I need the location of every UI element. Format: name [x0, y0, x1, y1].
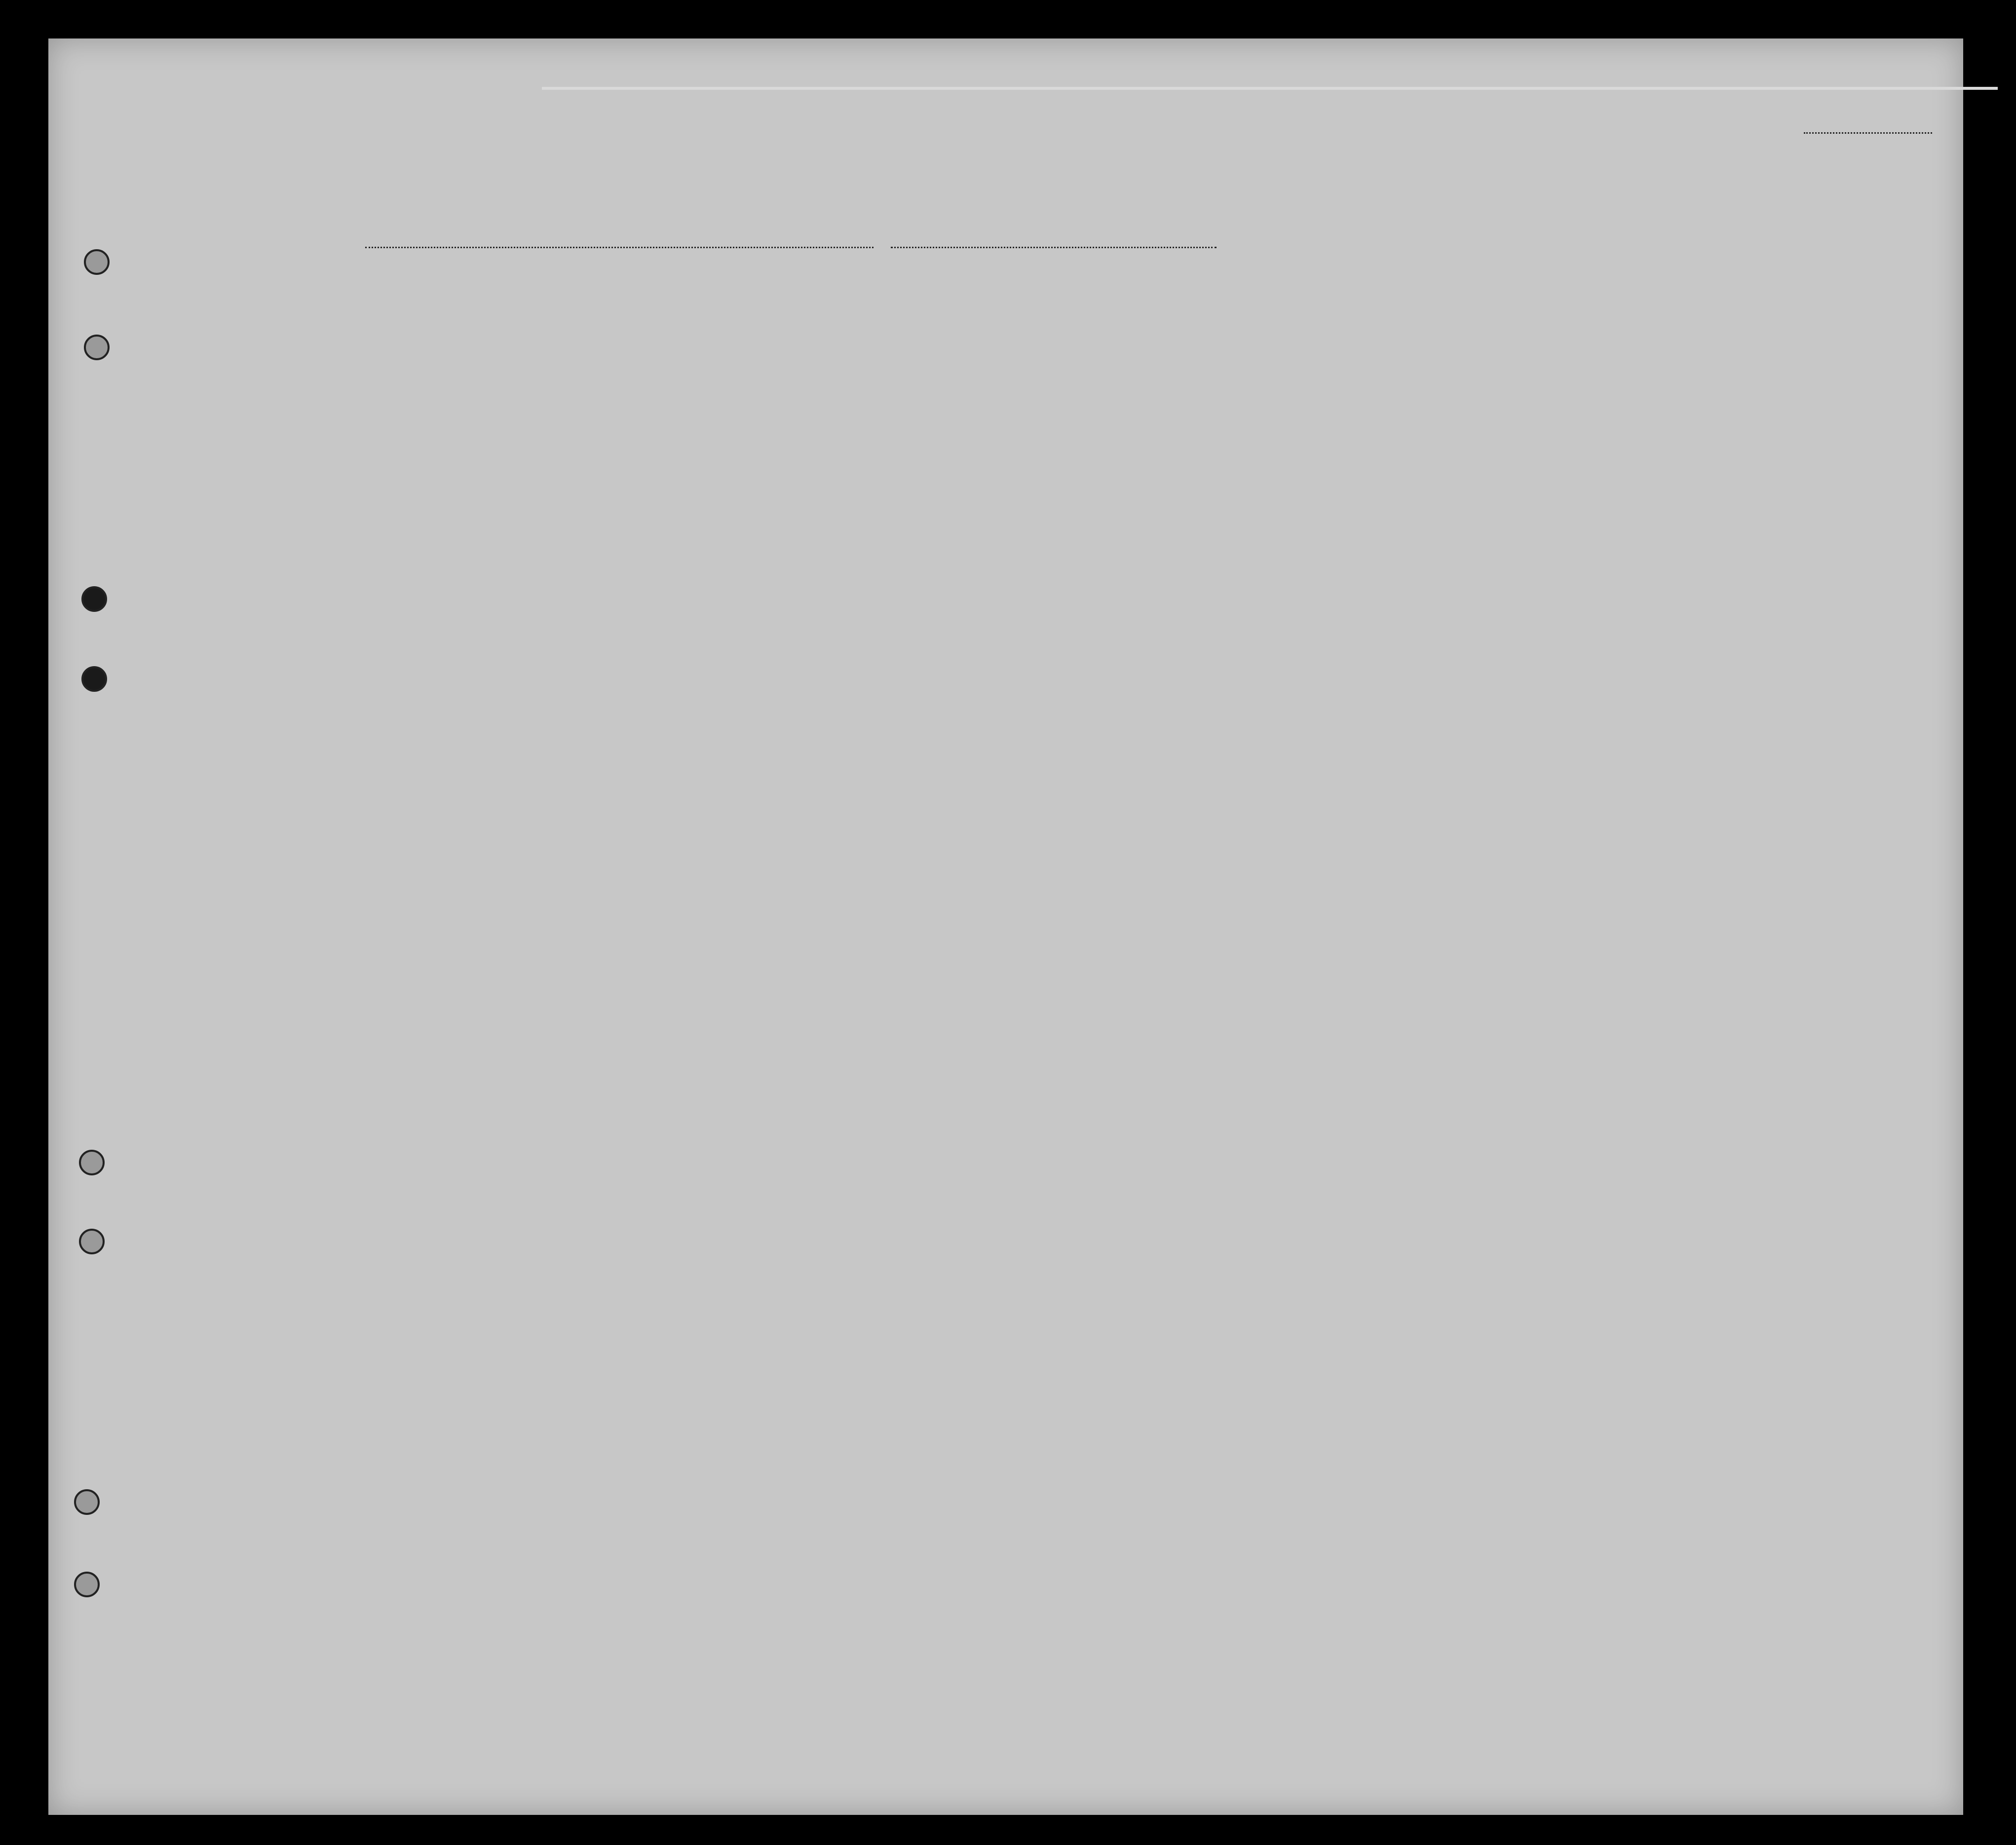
port-line — [365, 247, 874, 248]
binder-hole — [84, 335, 110, 360]
binder-hole — [74, 1489, 100, 1515]
binder-hole — [79, 1150, 105, 1175]
binder-hole — [84, 249, 110, 275]
list-number-line — [1804, 132, 1932, 134]
binder-hole — [74, 1572, 100, 1597]
binder-hole — [81, 586, 107, 612]
binder-hole — [81, 666, 107, 692]
binder-hole — [79, 1229, 105, 1254]
date-line — [891, 247, 1217, 248]
